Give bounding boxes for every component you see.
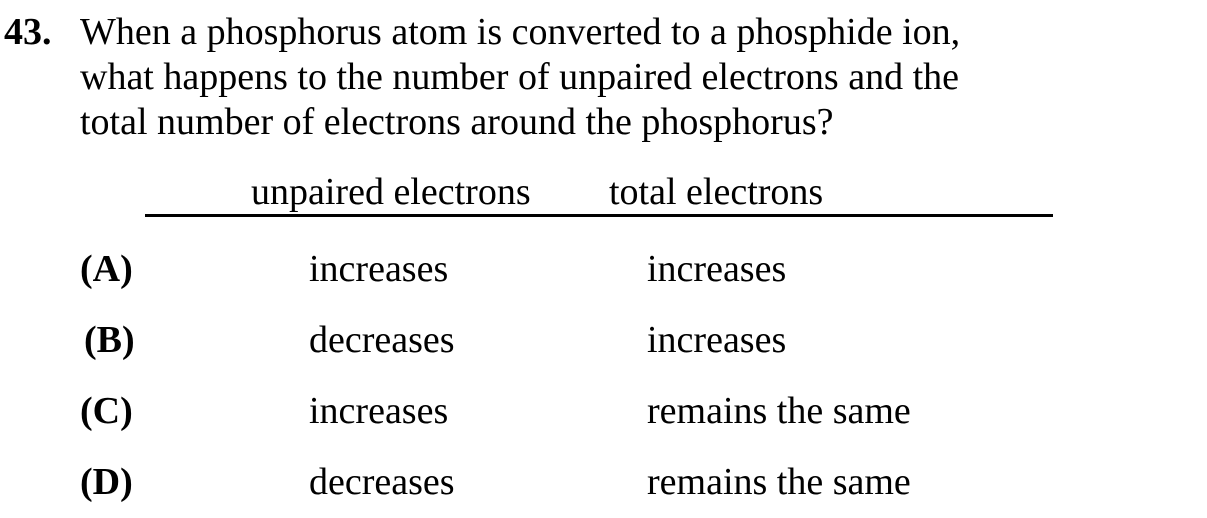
answer-choice-b[interactable]: [0, 318, 1207, 363]
answer-choice-c[interactable]: [0, 389, 1207, 434]
choice-letter: (B): [84, 319, 135, 361]
answer-choice-a[interactable]: [0, 247, 1207, 292]
choice-unpaired-value: decreases: [309, 319, 455, 361]
column-header-unpaired-electrons: unpaired electrons: [251, 171, 531, 213]
question-line-3: total number of electrons around the phosphorus?: [80, 101, 834, 143]
question-line-1: When a phosphorus atom is converted to a phosphide ion,: [80, 11, 961, 53]
choice-unpaired-value: increases: [309, 248, 449, 290]
choice-total-value: remains the same: [647, 461, 911, 503]
choice-unpaired-value: decreases: [309, 461, 455, 503]
choice-total-value: remains the same: [647, 390, 911, 432]
question-number: 43.: [4, 11, 52, 53]
answer-choice-d[interactable]: [0, 460, 1207, 505]
choice-letter: (A): [80, 248, 133, 290]
question-stem: [80, 10, 1180, 145]
column-header-total-electrons: total electrons: [609, 171, 824, 213]
choice-unpaired-value: increases: [309, 390, 449, 432]
question-line-2: what happens to the number of unpaired electrons and the: [80, 56, 959, 98]
choice-letter: (C): [80, 390, 133, 432]
choice-letter: (D): [80, 461, 133, 503]
header-rule: [145, 214, 1053, 217]
choice-total-value: increases: [647, 248, 787, 290]
choice-total-value: increases: [647, 319, 787, 361]
